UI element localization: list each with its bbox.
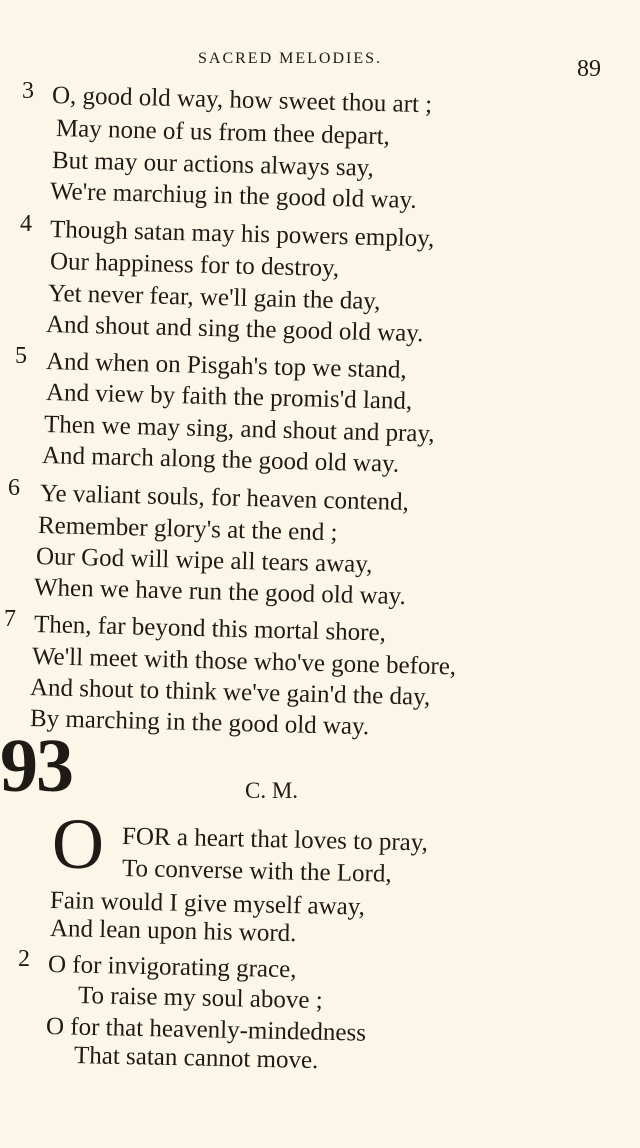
verse-line: We'll meet with those who've gone before, — [31, 643, 457, 681]
verse-line: Yet never fear, we'll gain the day, — [47, 280, 381, 316]
verse-number: 6 — [8, 475, 20, 501]
verse-number: 4 — [20, 211, 32, 237]
verse-number: 2 — [18, 946, 30, 972]
hymn-number: 93 — [0, 724, 72, 808]
verse-line: And shout and sing the good old way. — [45, 311, 424, 348]
verse-line: O for that heavenly-mindedness — [45, 1013, 367, 1047]
verse-number: 3 — [22, 78, 34, 104]
verse-line: And march along the good old way. — [41, 442, 400, 478]
verse-line: Remember glory's at the end ; — [37, 512, 338, 547]
verse-line: O, good old way, how sweet thou art ; — [51, 82, 433, 119]
verse-line: Then we may sing, and shout and pray, — [43, 411, 435, 448]
verse-line: And view by faith the promis'd land, — [45, 379, 413, 415]
verse-line: May none of us from thee depart, — [55, 115, 391, 151]
running-title: SACRED MELODIES. — [198, 50, 383, 67]
verse-line: Our happiness for to destroy, — [49, 248, 340, 283]
page-number: 89 — [577, 56, 601, 82]
verse-line: To converse with the Lord, — [121, 855, 392, 888]
verse-number: 5 — [15, 343, 27, 369]
verse-line: We're marchiug in the good old way. — [49, 178, 417, 214]
verse-line: And lean upon his word. — [49, 915, 297, 948]
verse-line-first — [122, 823, 428, 857]
verse-line: But may our actions always say, — [51, 147, 375, 182]
verse-line: And when on Pisgah's top we stand, — [45, 348, 407, 384]
drop-cap: O — [52, 804, 104, 884]
verse-line: Ye valiant souls, for heaven contend, — [39, 480, 410, 517]
verse-number: 7 — [4, 606, 16, 632]
verse-line: O for invigorating grace, — [47, 951, 297, 984]
verse-line: Though satan may his powers employ, — [49, 216, 435, 253]
verse-line: Our God will wipe all tears away, — [35, 543, 373, 579]
verse-line: Fain would I give myself away, — [49, 887, 366, 921]
verse-line: And shout to think we've gain'd the day, — [29, 674, 431, 711]
verse-line: By marching in the good old way. — [29, 705, 370, 741]
first-word-caps: FOR — [121, 823, 171, 852]
verse-line: To raise my soul above ; — [77, 982, 323, 1015]
verse-line: That satan cannot move. — [73, 1042, 319, 1075]
hymn-meter: C. M. — [245, 778, 299, 803]
verse-line: When we have run the good old way. — [33, 574, 407, 611]
first-line-rest: a heart that loves to pray, — [170, 824, 429, 857]
verse-line: Then, far beyond this mortal shore, — [33, 611, 387, 647]
